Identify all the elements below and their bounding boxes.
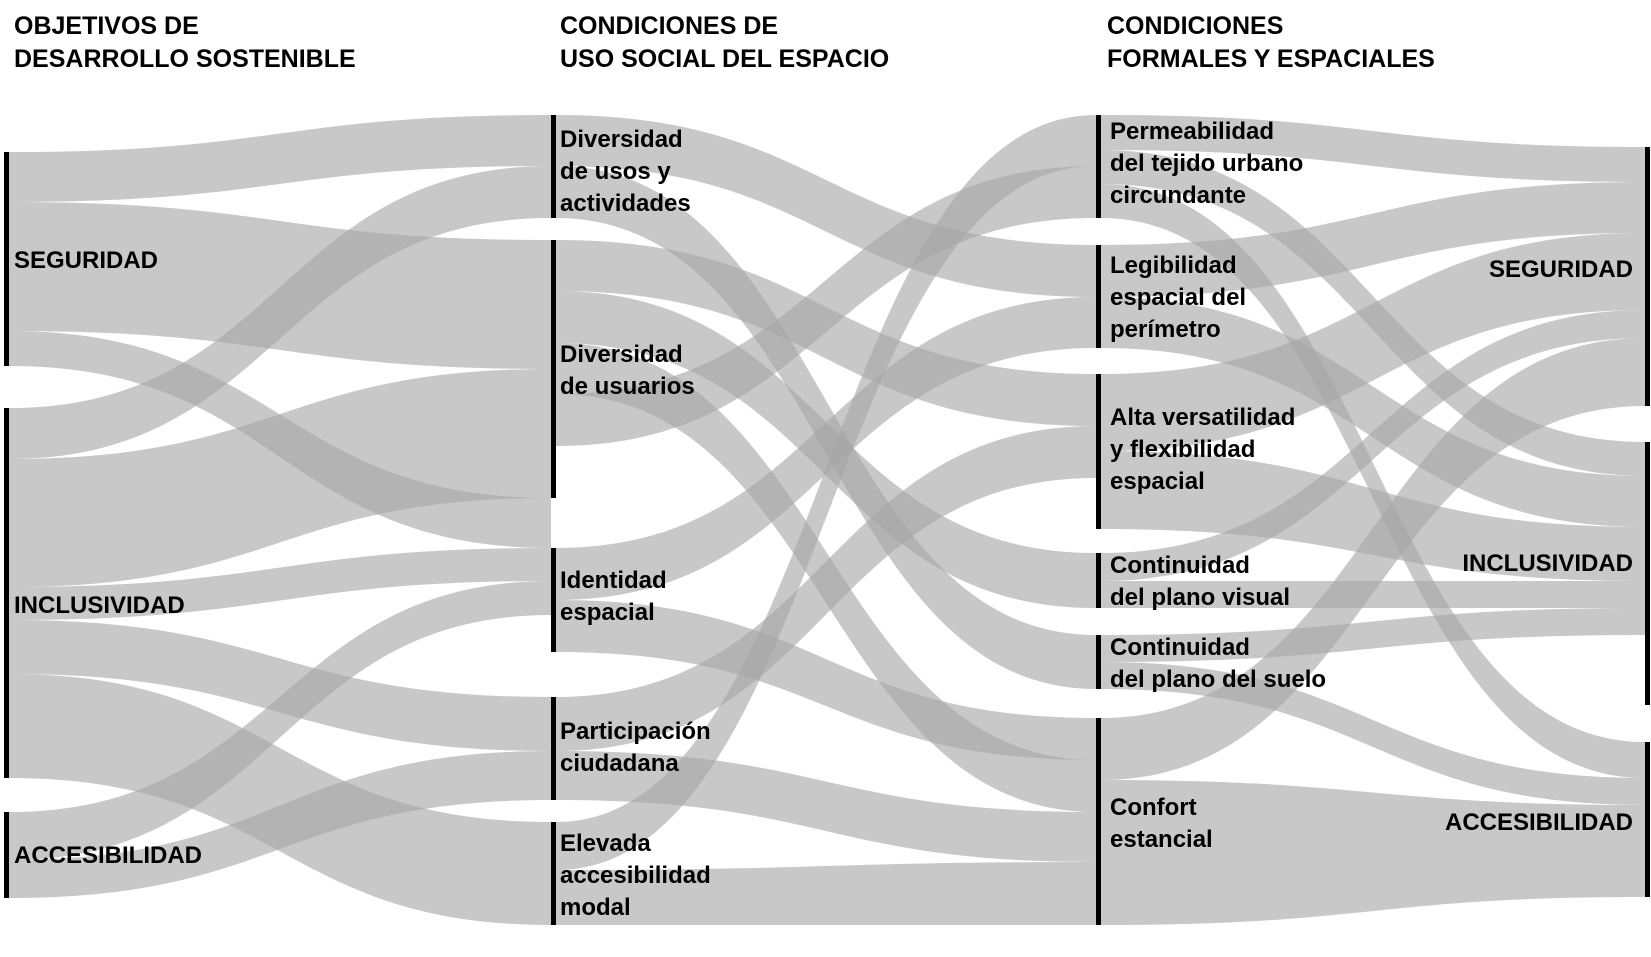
node-bar-f_con <box>1096 718 1101 925</box>
node-bar-f_per <box>1096 115 1101 218</box>
node-bar-r_acc <box>1645 742 1650 897</box>
node-label-permeabilidad: Permeabilidad del tejido urbano circundante <box>1110 118 1304 209</box>
node-label-continuidad-visual: Continuidad del plano visual <box>1110 552 1291 611</box>
node-label-left-inclusividad: INCLUSIVIDAD <box>14 592 185 619</box>
node-bar-l_seg <box>4 152 9 366</box>
node-label-identidad-espacial: Identidad espacial <box>560 567 667 626</box>
node-label-left-seguridad: SEGURIDAD <box>14 247 159 274</box>
node-bar-f_cvi <box>1096 553 1101 608</box>
node-bar-l_inc <box>4 408 9 778</box>
node-label-right-inclusividad: INCLUSIVIDAD <box>1462 550 1633 577</box>
node-label-participacion-ciudadana: Participación ciudadana <box>560 718 711 777</box>
node-bar-f_leg <box>1096 245 1101 348</box>
node-label-diversidad-usuarios: Diversidad de usuarios <box>560 341 695 400</box>
node-bar-l_acc <box>4 812 9 898</box>
node-bar-s_par <box>551 697 556 800</box>
node-bar-r_seg <box>1645 147 1650 406</box>
node-bar-s_dua <box>551 115 556 218</box>
node-label-elevada-accesibilidad: Elevada accesibilidad modal <box>560 830 711 921</box>
node-label-continuidad-suelo: Continuidad del plano del suelo <box>1110 634 1327 693</box>
node-bar-s_dus <box>551 240 556 498</box>
column-header-objectives: OBJETIVOS DE DESARROLLO SOSTENIBLE <box>14 12 356 73</box>
node-bar-s_ele <box>551 822 556 925</box>
column-header-social-conditions: CONDICIONES DE USO SOCIAL DEL ESPACIO <box>560 12 890 73</box>
node-bar-f_alt <box>1096 374 1101 529</box>
node-label-legibilidad: Legibilidad espacial del perímetro <box>1110 252 1247 343</box>
node-bar-r_inc <box>1645 442 1650 705</box>
node-label-right-seguridad: SEGURIDAD <box>1488 256 1633 283</box>
node-label-diversidad-usos: Diversidad de usos y actividades <box>560 126 691 217</box>
column-header-formal-conditions: CONDICIONES FORMALES Y ESPACIALES <box>1107 12 1435 73</box>
node-label-right-accesibilidad: ACCESIBILIDAD <box>1444 809 1633 836</box>
node-label-left-accesibilidad: ACCESIBILIDAD <box>14 842 203 869</box>
node-bar-f_csu <box>1096 635 1101 689</box>
node-bar-s_ide <box>551 548 556 652</box>
node-label-confort-estancial: Confort estancial <box>1110 794 1213 853</box>
node-label-alta-versatilidad: Alta versatilidad y flexibilidad espacial <box>1110 404 1296 495</box>
